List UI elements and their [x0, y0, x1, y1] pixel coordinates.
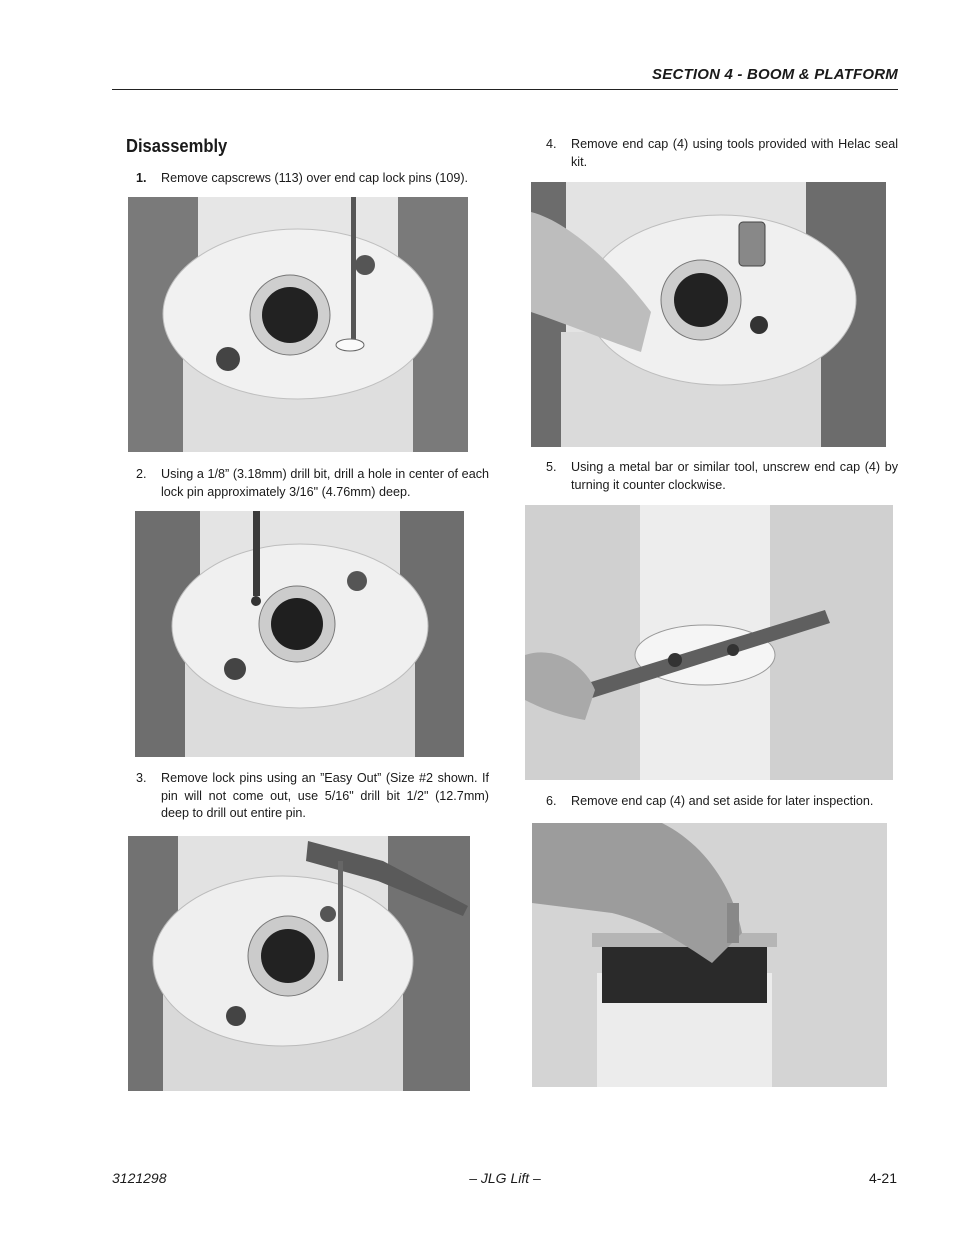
header-rule — [112, 89, 898, 90]
step-number: 2. — [136, 467, 147, 481]
step-5 — [546, 459, 898, 494]
step-number: 4. — [546, 137, 557, 151]
step-number: 5. — [546, 460, 557, 474]
step-4 — [546, 136, 898, 171]
step-text: Remove lock pins using an ”Easy Out” (Size #2 shown. If pin will not come out, use 5/16" drill bit 1/2" (12.7mm) deep to drill out entire pin. — [161, 771, 489, 820]
photo-step-2 — [135, 511, 464, 757]
step-text: Using a metal bar or similar tool, unscrew end cap (4) by turning it counter clockwise. — [571, 460, 898, 492]
footer-center: – JLG Lift – — [469, 1170, 541, 1186]
photo-step-4 — [531, 182, 886, 447]
step-text: Remove end cap (4) and set aside for later inspection. — [571, 794, 874, 808]
photo-step-1 — [128, 197, 468, 452]
photo-step-5 — [525, 505, 893, 780]
footer-page-number: 4-21 — [868, 1170, 897, 1186]
step-number: 3. — [136, 771, 147, 785]
section-header: SECTION 4 - BOOM & PLATFORM — [652, 66, 898, 83]
step-text: Remove capscrews (113) over end cap lock pins (109). — [161, 171, 469, 185]
page-title: Disassembly — [126, 136, 228, 156]
step-1 — [136, 170, 496, 188]
step-number: 6. — [546, 794, 557, 808]
step-text: Remove end cap (4) using tools provided with Helac seal kit. — [571, 137, 898, 169]
footer-doc-number: 3121298 — [112, 1170, 167, 1186]
step-6 — [546, 793, 898, 811]
photo-step-6 — [532, 823, 887, 1087]
step-3 — [136, 770, 489, 823]
step-2 — [136, 466, 489, 501]
step-number: 1. — [136, 171, 147, 185]
photo-step-3 — [128, 836, 470, 1091]
step-text: Using a 1/8” (3.18mm) drill bit, drill a hole in center of each lock pin approximately 3/16" (4.76mm) deep. — [161, 467, 489, 499]
